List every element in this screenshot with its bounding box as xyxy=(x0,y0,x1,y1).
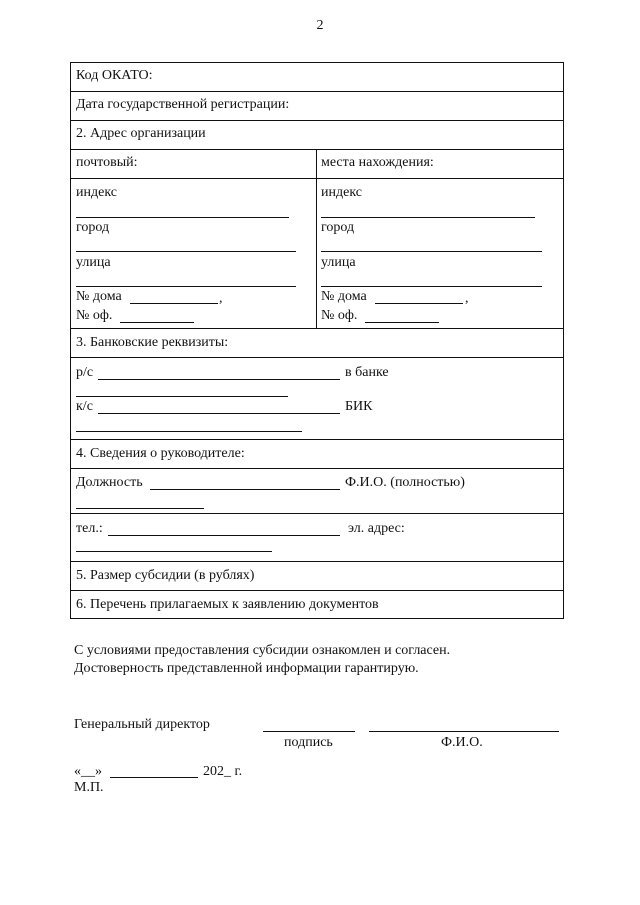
postal-house-field[interactable] xyxy=(130,303,218,304)
postal-house-label: № дома xyxy=(76,289,122,304)
postal-office-field[interactable] xyxy=(120,322,194,323)
phone-field[interactable] xyxy=(108,535,340,536)
signature-caption: подпись xyxy=(284,735,333,750)
postal-index-label: индекс xyxy=(76,185,117,200)
row-divider xyxy=(70,120,564,121)
statement-line-1: С условиями предоставления субсидии ознакомлен и согласен. xyxy=(74,643,451,658)
row-divider xyxy=(70,178,564,179)
signatory-role: Генеральный директор xyxy=(74,717,210,732)
full-name-field[interactable] xyxy=(76,508,204,509)
date-year: 202_ г. xyxy=(203,764,243,779)
corr-account-field[interactable] xyxy=(98,413,340,414)
okato-label: Код ОКАТО: xyxy=(76,68,153,83)
row-divider xyxy=(70,468,564,469)
in-bank-label: в банке xyxy=(345,365,389,380)
documents-list-label: 6. Перечень прилагаемых к заявлению документов xyxy=(76,597,379,612)
address-heading: 2. Адрес организации xyxy=(76,126,206,141)
postal-street-label: улица xyxy=(76,255,111,270)
postal-house-comma: , xyxy=(219,291,223,306)
location-house-label: № дома xyxy=(321,289,367,304)
director-heading: 4. Сведения о руководителе: xyxy=(76,446,245,461)
name-caption: Ф.И.О. xyxy=(441,735,483,750)
position-label: Должность xyxy=(76,475,143,490)
corr-account-label: к/с xyxy=(76,399,93,414)
bank-name-field[interactable] xyxy=(76,396,288,397)
location-house-field[interactable] xyxy=(375,303,463,304)
postal-office-label: № оф. xyxy=(76,308,113,323)
location-office-field[interactable] xyxy=(365,322,439,323)
subsidy-size-label: 5. Размер субсидии (в рублях) xyxy=(76,568,255,583)
postal-city-label: город xyxy=(76,220,110,235)
account-label: р/с xyxy=(76,365,94,380)
location-index-label: индекс xyxy=(321,185,362,200)
page-number: 2 xyxy=(316,18,324,33)
column-divider xyxy=(316,149,317,328)
row-divider xyxy=(70,513,564,514)
email-label: эл. адрес: xyxy=(348,521,405,536)
row-divider xyxy=(70,590,564,591)
email-field[interactable] xyxy=(76,551,272,552)
bik-field[interactable] xyxy=(76,431,302,432)
bank-heading: 3. Банковские реквизиты: xyxy=(76,335,229,350)
location-street-field[interactable] xyxy=(321,286,542,287)
date-month-field[interactable] xyxy=(110,777,198,778)
location-office-label: № оф. xyxy=(321,308,358,323)
row-divider xyxy=(70,561,564,562)
statement-line-2: Достоверность представленной информации гарантирую. xyxy=(74,661,419,676)
postal-index-field[interactable] xyxy=(76,217,289,218)
date-day: «__» xyxy=(74,764,102,779)
signature-field[interactable] xyxy=(263,731,355,732)
phone-label: тел.: xyxy=(76,521,103,536)
location-city-field[interactable] xyxy=(321,251,542,252)
location-house-comma: , xyxy=(465,291,469,306)
stamp-place-label: М.П. xyxy=(74,780,104,795)
bik-label: БИК xyxy=(345,399,373,414)
location-street-label: улица xyxy=(321,255,356,270)
location-index-field[interactable] xyxy=(321,217,535,218)
row-divider xyxy=(70,439,564,440)
postal-city-field[interactable] xyxy=(76,251,296,252)
row-divider xyxy=(70,91,564,92)
row-divider xyxy=(70,328,564,329)
postal-street-field[interactable] xyxy=(76,286,296,287)
signatory-name-field[interactable] xyxy=(369,731,559,732)
location-address-heading: места нахождения: xyxy=(321,155,434,170)
row-divider xyxy=(70,149,564,150)
postal-address-heading: почтовый: xyxy=(76,155,138,170)
full-name-label: Ф.И.О. (полностью) xyxy=(345,475,465,490)
registration-date-label: Дата государственной регистрации: xyxy=(76,97,290,112)
position-field[interactable] xyxy=(150,489,340,490)
row-divider xyxy=(70,357,564,358)
account-field[interactable] xyxy=(98,379,340,380)
location-city-label: город xyxy=(321,220,355,235)
